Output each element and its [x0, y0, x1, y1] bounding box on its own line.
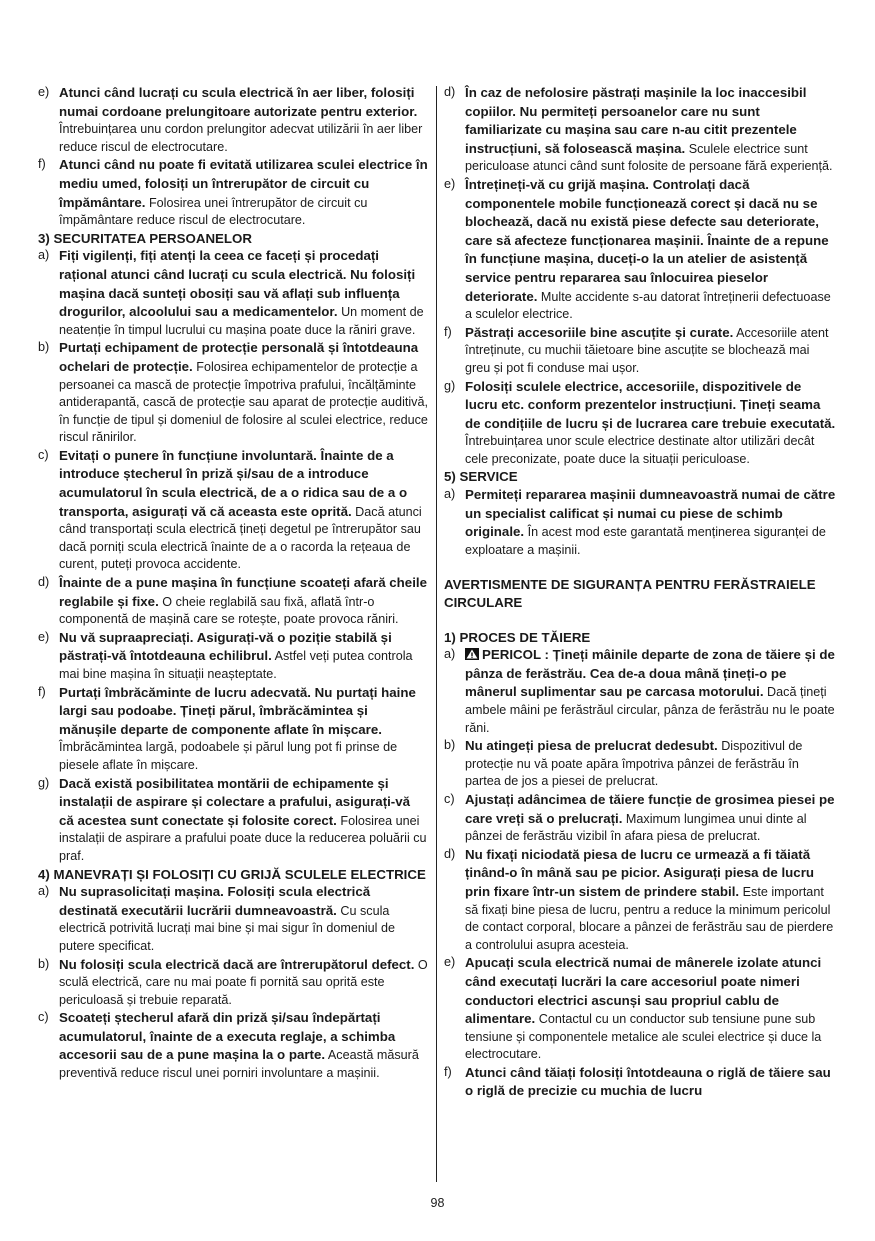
- item-body: [59, 574, 428, 629]
- item-body: [465, 176, 836, 324]
- item-letter: c): [444, 791, 455, 806]
- item-letter: b): [444, 738, 456, 753]
- item-letter: f): [38, 684, 46, 699]
- item-letter: c): [38, 1010, 49, 1025]
- item-letter: f): [444, 1064, 452, 1079]
- item-list: [444, 84, 836, 468]
- item-body: [465, 846, 836, 955]
- list-item: [444, 176, 836, 324]
- item-bold-text: Nu suprasolicitați mașina. Folosiți scula electrică destinată executării lucrării dumneavoastră.: [59, 884, 371, 918]
- item-letter: a): [444, 487, 456, 502]
- item-normal-text: În acest mod este garantată menținerea siguranței de exploatare a mașinii.: [465, 525, 826, 557]
- list-item: [38, 1009, 428, 1082]
- item-normal-text: Astfel veți putea controla mai bine mașina în situații neașteptate.: [59, 649, 413, 681]
- item-body: [465, 378, 836, 469]
- item-normal-text: Un moment de neatenție în timpul lucrului cu mașina poate duce la răniri grave.: [59, 305, 424, 337]
- item-body: [465, 646, 836, 737]
- item-normal-text: Întrebuințarea unor scule electrice destinate altor utilizări decât cele preconizate, poate duce la situații periculoase.: [465, 434, 815, 466]
- list-item: [444, 737, 836, 791]
- list-item: [444, 846, 836, 955]
- item-bold-text: Fiți vigilenți, fiți atenți la ceea ce faceți și procedați rațional atunci când lucrați cu scula electrică. Nu folosiți mașina dacă sunteți obosiți sau vă aflați sub influența drogurilor, alcoolului sau a medicamentelor.: [59, 248, 416, 320]
- item-body: [59, 339, 428, 447]
- item-body: [465, 324, 836, 378]
- item-bold-text: Purtați îmbrăcăminte de lucru adecvată. Nu purtați haine largi sau podoabe. Țineți părul, îmbrăcămintea și mănușile departe de componente aflate în mișcare.: [59, 684, 416, 737]
- item-bold-text: Purtați echipament de protecție personală și întotdeauna ochelari de protecție.: [59, 340, 419, 374]
- item-body: [465, 737, 836, 791]
- item-body: [465, 486, 836, 559]
- item-bold-text: Nu fixați niciodată piesa de lucru ce urmează a fi tăiată ținând-o în mână sau pe picior. Asigurați piesa de lucru prin fixare într-un sistem de prindere stabil.: [465, 846, 814, 899]
- item-normal-text: O cheie reglabilă sau fixă, aflată într-o componentă de mașină care se rotește, poate provoca răniri.: [59, 594, 399, 627]
- item-normal-text: Sculele electrice sunt periculoase atunci când sunt folosite de persoane fără experiență.: [465, 141, 833, 174]
- item-letter: e): [38, 85, 50, 99]
- list-item: [444, 954, 836, 1064]
- item-bold-text: În caz de nefolosire păstrați mașinile la loc inaccesibil copiilor. Nu permiteți persoanelor care nu sunt familiarizate cu mașina sau care n-au citit prezentele instrucțiuni, să folosească mașina.: [465, 85, 807, 156]
- heading-saw-warnings: AVERTISMENTE DE SIGURANȚA PENTRU FERĂSTRAIELE CIRCULARE: [444, 577, 816, 611]
- item-bold-text: Atunci când nu poate fi evitată utilizarea sculei electrice în mediu umed, folosiți un întrerupător de circuit cu împământare.: [59, 157, 428, 210]
- item-normal-text: Dacă țineți ambele mâini pe ferăstrăul circular, pânza de ferăstrău nu le poate răni.: [465, 685, 835, 735]
- item-bold-text: Atunci când tăiați folosiți întotdeauna o riglă de tăiere sau o riglă de precizie cu muchia de lucru: [465, 1064, 831, 1099]
- list-item: [38, 447, 428, 574]
- item-bold-text: Nu folosiți scula electrică dacă are întrerupătorul defect.: [59, 956, 415, 972]
- item-letter: d): [444, 85, 456, 99]
- item-body: [465, 954, 836, 1064]
- item-bold-text: Nu vă supraapreciați. Asigurați-vă o poziție stabilă și păstrați-vă întotdeauna echilibrul.: [59, 629, 392, 664]
- item-list: [444, 486, 836, 559]
- item-body: [59, 883, 428, 955]
- item-body: [59, 1009, 428, 1082]
- item-letter: g): [38, 775, 50, 790]
- list-item: [444, 791, 836, 846]
- item-normal-text: Folosirea echipamentelor de protecție a persoanei ca mască de protecție împotriva prafului, încălțăminte antiderapantă, cască de protecție sau aparat de protecție auditivă, în funcție de tipul și domeniul de folosire al sculei electrice, reduce riscul rănirilor.: [59, 359, 428, 445]
- heading-service: 5) SERVICE: [444, 469, 518, 485]
- list-item: [444, 84, 836, 176]
- item-normal-text: Multe accidente s-au datorat întreținerii defectuoase a sculelor electrice.: [465, 289, 831, 322]
- warning-icon: [465, 648, 479, 660]
- item-body: [59, 775, 428, 866]
- page-number: 98: [430, 1196, 445, 1210]
- list-item: [38, 84, 428, 156]
- column-divider: [436, 86, 437, 1182]
- heading-personal-safety: 3) SECURITATEA PERSOANELOR: [38, 230, 252, 246]
- item-bold-text: Ajustați adâncimea de tăiere funcție de grosimea piesei pe care vreți să o prelucrați.: [465, 791, 835, 826]
- item-letter: f): [444, 324, 452, 339]
- item-normal-text: Această măsură preventivă reduce riscul unei porniri involuntare a mașinii.: [59, 1048, 419, 1081]
- item-body: [59, 956, 428, 1010]
- item-body: [465, 1064, 836, 1101]
- item-bold-text: Apucați scula electrică numai de mânerele izolate atunci când executați lucrări la care accesoriul poate nimeri conductori electrici ascunși sau propriul cablu de alimentare.: [465, 955, 822, 1027]
- item-normal-text: Îmbrăcămintea largă, podoabele și părul lung pot fi prinse de piesele aflate în mișcare.: [59, 740, 398, 772]
- item-normal-text: Folosirea unei întrerupător de circuit cu împământare reduce riscul de electrocutare.: [59, 195, 368, 228]
- item-letter: e): [38, 629, 50, 644]
- item-letter: b): [38, 956, 50, 971]
- list-item: [444, 486, 836, 559]
- item-bold-text: Folosiți sculele electrice, accesoriile, dispozitivele de lucru etc. conform prezentelor instrucțiuni. Țineți seama de condițiile de lucru și de lucrarea care trebuie executată.: [465, 378, 836, 431]
- left-column: [38, 84, 428, 1083]
- item-bold-text: PERICOL : Țineți mâinile departe de zona de tăiere și de pânza de ferăstrău. Cea de-a doua mână țineți-o pe mânerul suplimentar sau pe carcasa motorului.: [465, 647, 835, 700]
- item-normal-text: Dispozitivul de protecție nu vă poate apăra împotriva pânzei de ferăstrău în partea de jos a piesei de prelucrat.: [465, 739, 803, 789]
- heading-cutting-process: 1) PROCES DE TĂIERE: [444, 629, 591, 645]
- list-item: [38, 629, 428, 684]
- list-item: [38, 247, 428, 339]
- item-body: [59, 684, 428, 775]
- list-item: [38, 574, 428, 629]
- item-bold-text: Atunci când lucrați cu scula electrică în aer liber, folosiți numai cordoane prelungitoare autorizate pentru exterior.: [59, 85, 418, 119]
- item-bold-text: Evitați o punere în funcțiune involuntară. Înainte de a introduce ștecherul în priză și/sau de a introduce acumulatorul în scula electrică, de a o ridica sau de a o transporta, asigurați vă că aceasta este oprită.: [59, 447, 408, 519]
- item-bold-text: Păstrați accesoriile bine ascuțite și curate.: [465, 324, 734, 340]
- list-item: [444, 1064, 836, 1101]
- item-normal-text: Este important să fixați bine piesa de lucru, pentru a reduce la minimum pericolul de contact corporal, blocare a pânzei de ferăstrău sau de pierdere a controlului asupra acesteia.: [465, 884, 834, 952]
- item-letter: d): [444, 846, 456, 861]
- item-list: [444, 646, 836, 1101]
- item-letter: d): [38, 575, 50, 590]
- item-bold-text: Permiteți repararea mașinii dumneavoastră numai de către un specialist calificat și numai cu piese de schimb originale.: [465, 487, 836, 540]
- heading-tool-use: 4) MANEVRAȚI ȘI FOLOSIȚI CU GRIJĂ SCULELE ELECTRICE: [38, 866, 426, 882]
- list-item: [38, 775, 428, 866]
- item-normal-text: Cu scula electrică potrivită lucrați mai bine și mai sigur în domeniul de putere specificat.: [59, 903, 395, 953]
- item-letter: f): [38, 157, 46, 172]
- item-letter: a): [38, 884, 50, 899]
- list-item: [38, 156, 428, 229]
- item-letter: b): [38, 340, 50, 355]
- item-letter: e): [444, 176, 456, 191]
- list-item: [444, 646, 836, 737]
- item-bold-text: Dacă există posibilitatea montării de echipamente și instalații de aspirare și colectare a prafului, asigurați-vă că acestea sunt conectate și folosite corect.: [59, 775, 411, 828]
- item-letter: a): [444, 647, 456, 662]
- item-normal-text: Dacă atunci când transportați scula electrică țineți degetul pe întrerupător sau dacă porniți scula electrică înainte de a o racorda la rețeaua de curent, puteți provoca accidente.: [59, 504, 422, 572]
- list-item: [38, 956, 428, 1010]
- item-normal-text: O sculă electrică, care nu mai poate fi pornită sau oprită este periculoasă și trebuie reparată.: [59, 957, 428, 1007]
- item-normal-text: Contactul cu un conductor sub tensiune pune sub tensiune și componentele metalice ale sculei electrice și duce la electrocutare.: [465, 1012, 822, 1062]
- item-body: [59, 84, 428, 156]
- item-body: [59, 447, 428, 574]
- item-letter: e): [444, 955, 456, 970]
- item-body: [59, 247, 428, 339]
- item-letter: g): [444, 378, 456, 393]
- item-letter: c): [38, 447, 49, 462]
- item-list: [38, 247, 428, 865]
- item-normal-text: Folosirea unei instalații de aspirare a prafului poate duce la reducerea poluării cu praf.: [59, 813, 427, 863]
- list-item: [38, 883, 428, 955]
- item-bold-text: Nu atingeți piesa de prelucrat dedesubt.: [465, 738, 718, 754]
- item-body: [59, 156, 428, 229]
- item-list: [38, 883, 428, 1083]
- item-bold-text: Întrețineți-vă cu grijă mașina. Controlați dacă componentele mobile funcționează corect și dacă nu se blochează, dacă nu există piese defecte sau deteriorate, care să afecteze funcționarea mașinii. Înainte de a repune în funcțiune mașina, duceți-o la un atelier de asistență service pentru repararea sau înlocuirea pieselor deteriorate.: [465, 176, 829, 304]
- item-body: [465, 84, 836, 176]
- list-item: [444, 378, 836, 469]
- item-bold-text: Scoateți ștecherul afară din priză și/sau îndepărtați acumulatorul, înainte de a executa reglaje, a schimba accesorii sau de a pune mașina la o parte.: [59, 1010, 396, 1063]
- list-item: [38, 339, 428, 447]
- item-bold-text: Înainte de a pune mașina în funcțiune scoateți afară cheile reglabile și fixe.: [59, 575, 427, 609]
- right-column: [444, 84, 836, 1101]
- item-body: [59, 629, 428, 684]
- list-item: [444, 324, 836, 378]
- item-letter: a): [38, 248, 50, 263]
- item-normal-text: Întrebuințarea unu cordon prelungitor adecvat utilizării în aer liber reduce riscul de electrocutare.: [59, 122, 423, 154]
- item-normal-text: Accesoriile atent întreținute, cu muchii tăietoare bine ascuțite se blochează mai greu și pot fi conduse mai ușor.: [465, 325, 829, 375]
- item-normal-text: Maximum lungimea unui dinte al pânzei de ferăstrău vizibil în afara piesa de prelucrat.: [465, 811, 807, 844]
- item-body: [465, 791, 836, 846]
- list-item: [38, 684, 428, 775]
- item-list: [38, 84, 428, 230]
